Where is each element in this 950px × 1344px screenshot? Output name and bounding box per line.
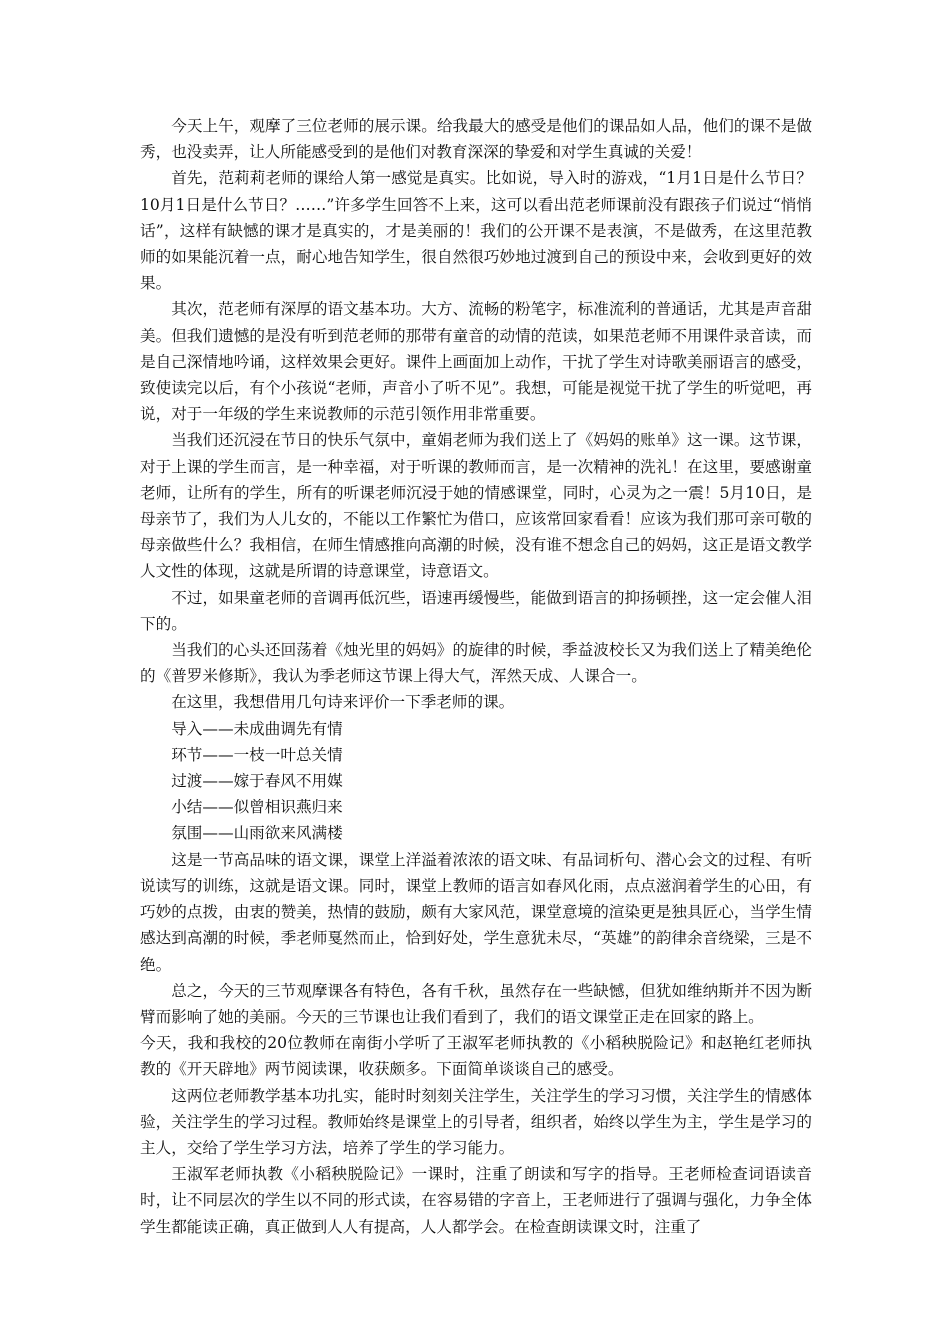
- paragraph-poem-intro: 在这里，我想借用几句诗来评价一下季老师的课。: [171, 693, 515, 712]
- poem-line-daoru: 导入——未成曲调先有情: [171, 719, 343, 738]
- poem-line-guodu: 过渡——嫁于春风不用媒: [171, 772, 343, 791]
- paragraph-fan-first: 首先，范莉莉老师的课给人第一感觉是真实。比如说，导入时的游戏，“1月1日是什么节日？10月1日是什么节日？……”许多学生回答不上来，这可以看出范老师课前没有跟孩子们说过“悄悄话”，这样有缺憾的课才是真实的，才是美丽的！我们的公开课不是表演，不是做秀，在这里范教师的如果能沉着一点，耐心地告知学生，很自然很巧妙地过渡到自己的预设中来，会收到更好的效果。: [140, 169, 812, 293]
- paragraph-second-essay-intro: 今天，我和我校的20位教师在南街小学听了王淑军老师执教的《小稻秧脱险记》和赵艳红老师执教的《开天辟地》两节阅读课，收获颇多。下面简单谈谈自己的感受。: [140, 1034, 812, 1079]
- poem-line-huanjie: 环节——一枝一叶总关情: [171, 745, 343, 764]
- paragraph-wang-lesson: 王淑军老师执教《小稻秧脱险记》一课时，注重了朗读和写字的指导。王老师检查词语读音时，让不同层次的学生以不同的形式读，在容易错的字音上，王老师进行了强调与强化，力争全体学生都能读正确，真正做到人人有提高，人人都学会。在检查朗读课文时，注重了: [140, 1165, 812, 1236]
- document-body: [140, 113, 812, 1240]
- poem-line-xiaojie: 小结——似曾相识燕归来: [171, 798, 343, 817]
- paragraph-ji-lesson: 当我们的心头还回荡着《烛光里的妈妈》的旋律的时候，季益波校长又为我们送上了精美绝伦的《普罗米修斯》，我认为季老师这节课上得大气，浑然天成、人课合一。: [140, 641, 812, 686]
- paragraph-tong-suggestion: 不过，如果童老师的音调再低沉些，语速再缓慢些，能做到语言的抑扬顿挫，这一定会催人泪下的。: [140, 588, 812, 633]
- paragraph-ji-review: 这是一节高品味的语文课，课堂上洋溢着浓浓的语文味、有品词析句、潜心会文的过程、有听说读写的训练，这就是语文课。同时，课堂上教师的语言如春风化雨，点点滋润着学生的心田，有巧妙的点拨，由衷的赞美，热情的鼓励，颇有大家风范，课堂意境的渲染更是独具匠心，当学生情感达到高潮的时候，季老师戛然而止，恰到好处，学生意犹未尽，“英雄”的韵律余音绕梁，三是不绝。: [140, 850, 812, 974]
- paragraph-summary: 总之，今天的三节观摩课各有特色，各有千秋，虽然存在一些缺憾，但犹如维纳斯并不因为断臂而影响了她的美丽。今天的三节课也让我们看到了，我们的语文课堂正走在回家的路上。: [140, 981, 812, 1026]
- paragraph-fan-second: 其次，范老师有深厚的语文基本功。大方、流畅的粉笔字，标准流利的普通话，尤其是声音甜美。但我们遗憾的是没有听到范老师的那带有童音的动情的范读，如果范老师不用课件录音读，而是自己深情地吟诵，这样效果会更好。课件上画面加上动作，干扰了学生对诗歌美丽语言的感受，致使读完以后，有个小孩说“老师，声音小了听不见”。我想，可能是视觉干扰了学生的听觉吧，再说，对于一年级的学生来说教师的示范引领作用非常重要。: [140, 300, 812, 424]
- poem-line-fenwei: 氛围——山雨欲来风满楼: [171, 824, 343, 843]
- paragraph-tong-lesson: 当我们还沉浸在节日的快乐气氛中，童娟老师为我们送上了《妈妈的账单》这一课。这节课，对于上课的学生而言，是一种幸福，对于听课的教师而言，是一次精神的洗礼！在这里，要感谢童老师，让所有的学生，所有的听课老师沉浸于她的情感课堂，同时，心灵为之一震！5月10日，是母亲节了，我们为人儿女的，不能以工作繁忙为借口，应该常回家看看！应该为我们那可亲可敬的母亲做些什么？我相信，在师生情感推向高潮的时候，没有谁不想念自己的妈妈，这正是语文教学人文性的体现，这就是所谓的诗意课堂，诗意语文。: [140, 431, 812, 581]
- paragraph-teachers-basics: 这两位老师教学基本功扎实，能时时刻刻关注学生，关注学生的学习习惯，关注学生的情感体验，关注学生的学习过程。教师始终是课堂上的引导者，组织者，始终以学生为主，学生是学习的主人，交给了学生学习方法，培养了学生的学习能力。: [140, 1086, 812, 1157]
- paragraph-intro: 今天上午，观摩了三位老师的展示课。给我最大的感受是他们的课品如人品，他们的课不是做秀，也没卖弄，让人所能感受到的是他们对教育深深的挚爱和对学生真诚的关爱！: [140, 117, 812, 162]
